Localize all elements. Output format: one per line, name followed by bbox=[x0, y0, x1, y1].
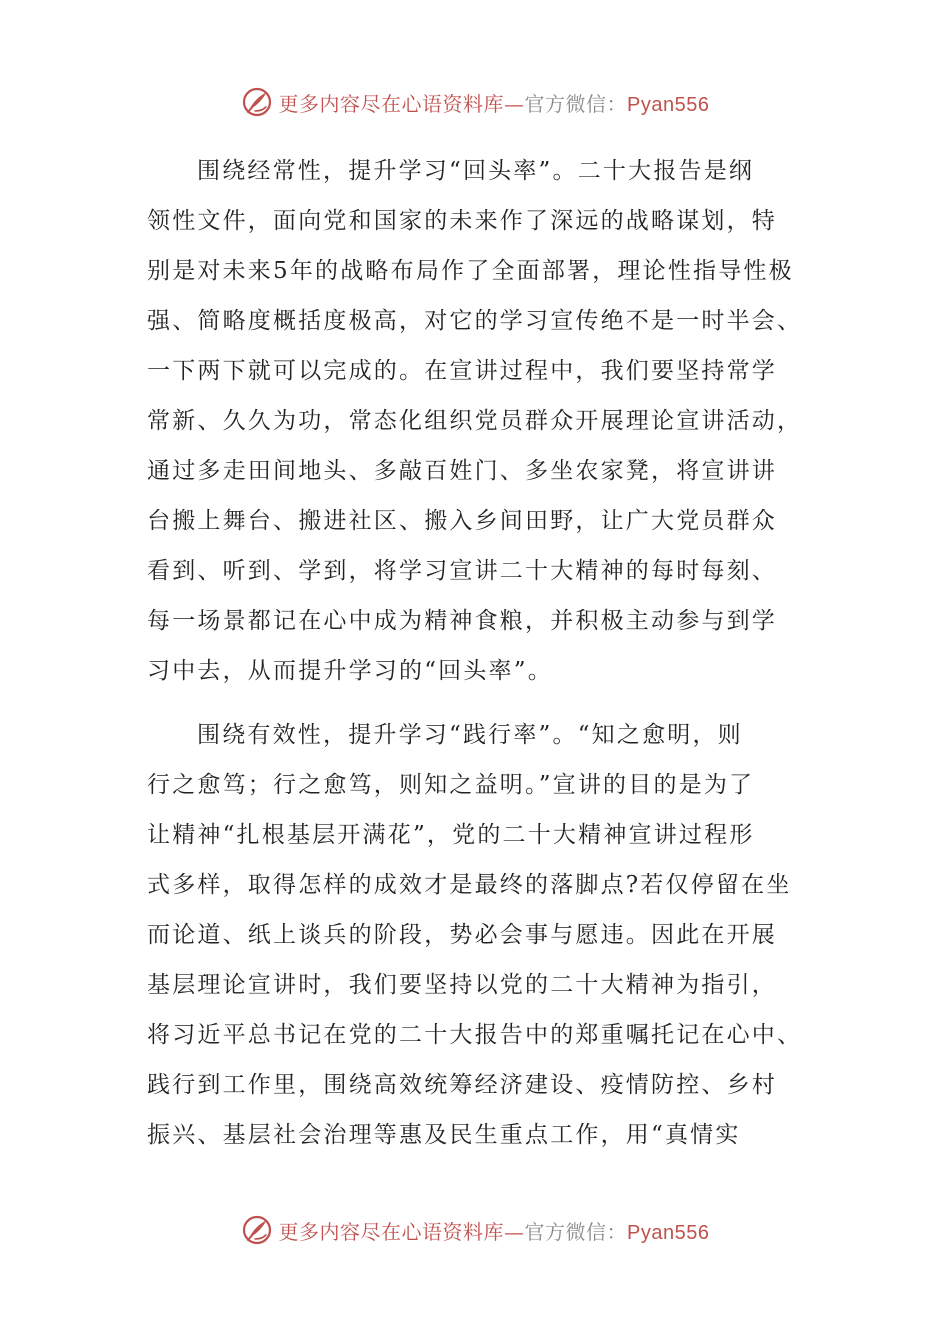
header-banner bbox=[0, 82, 950, 122]
text-line: 每一场景都记在心中成为精神食粮，并积极主动参与到学 bbox=[147, 608, 777, 634]
banner-site-name: 更多内容尽在心语资料库 bbox=[278, 91, 505, 116]
banner-wechat-label: 官方微信： bbox=[524, 1219, 628, 1244]
text-line: 践行到工作里，围绕高效统筹经济建设、疫情防控、乡村 bbox=[147, 1072, 777, 1098]
banner-dash: — bbox=[504, 91, 525, 116]
text-line: 式多样，取得怎样的成效才是最终的落脚点?若仅停留在坐 bbox=[147, 872, 792, 898]
text-line: 一下两下就可以完成的。在宣讲过程中，我们要坚持常学 bbox=[147, 358, 777, 384]
text-line: 习中去，从而提升学习的“回头率”。 bbox=[147, 658, 553, 684]
quill-pen-logo-icon bbox=[241, 86, 273, 118]
text-line: 行之愈笃；行之愈笃，则知之益明。”宣讲的目的是为了 bbox=[147, 772, 755, 798]
text-line: 围绕有效性，提升学习“践行率”。“知之愈明，则 bbox=[197, 722, 743, 748]
text-line: 而论道、纸上谈兵的阶段，势必会事与愿违。因此在开展 bbox=[147, 922, 777, 948]
text-line: 常新、久久为功，常态化组织党员群众开展理论宣讲活动， bbox=[147, 408, 803, 434]
footer-banner bbox=[0, 1210, 950, 1250]
banner-dash: — bbox=[504, 1219, 525, 1244]
text-line: 让精神“扎根基层开满花”，党的二十大精神宣讲过程形 bbox=[147, 822, 755, 848]
banner-text bbox=[279, 1216, 710, 1245]
document-body bbox=[147, 146, 807, 1174]
text-line: 台搬上舞台、搬进社区、搬入乡间田野，让广大党员群众 bbox=[147, 508, 777, 534]
text-line: 别是对未来5年的战略布局作了全面部署，理论性指导性极 bbox=[147, 258, 794, 284]
text-line: 领性文件，面向党和国家的未来作了深远的战略谋划，特 bbox=[147, 208, 777, 234]
banner-site-name: 更多内容尽在心语资料库 bbox=[278, 1219, 505, 1244]
text-line: 通过多走田间地头、多敲百姓门、多坐农家凳，将宣讲讲 bbox=[147, 458, 777, 484]
text-line: 基层理论宣讲时，我们要坚持以党的二十大精神为指引， bbox=[147, 972, 777, 998]
text-line: 振兴、基层社会治理等惠及民生重点工作，用“真情实 bbox=[147, 1122, 741, 1148]
paragraph-2 bbox=[147, 710, 807, 1160]
quill-pen-logo-icon bbox=[241, 1214, 273, 1246]
text-line: 围绕经常性，提升学习“回头率”。二十大报告是纲 bbox=[197, 158, 755, 184]
text-line: 强、简略度概括度极高，对它的学习宣传绝不是一时半会、 bbox=[147, 308, 803, 334]
banner-wechat-label: 官方微信： bbox=[524, 91, 628, 116]
paragraph-1 bbox=[147, 146, 807, 696]
text-line: 看到、听到、学到，将学习宣讲二十大精神的每时每刻、 bbox=[147, 558, 777, 584]
banner-text bbox=[279, 88, 710, 117]
banner-wechat-id: Pyan556 bbox=[627, 93, 710, 116]
text-line: 将习近平总书记在党的二十大报告中的郑重嘱托记在心中、 bbox=[147, 1022, 803, 1048]
banner-wechat-id: Pyan556 bbox=[627, 1221, 710, 1244]
